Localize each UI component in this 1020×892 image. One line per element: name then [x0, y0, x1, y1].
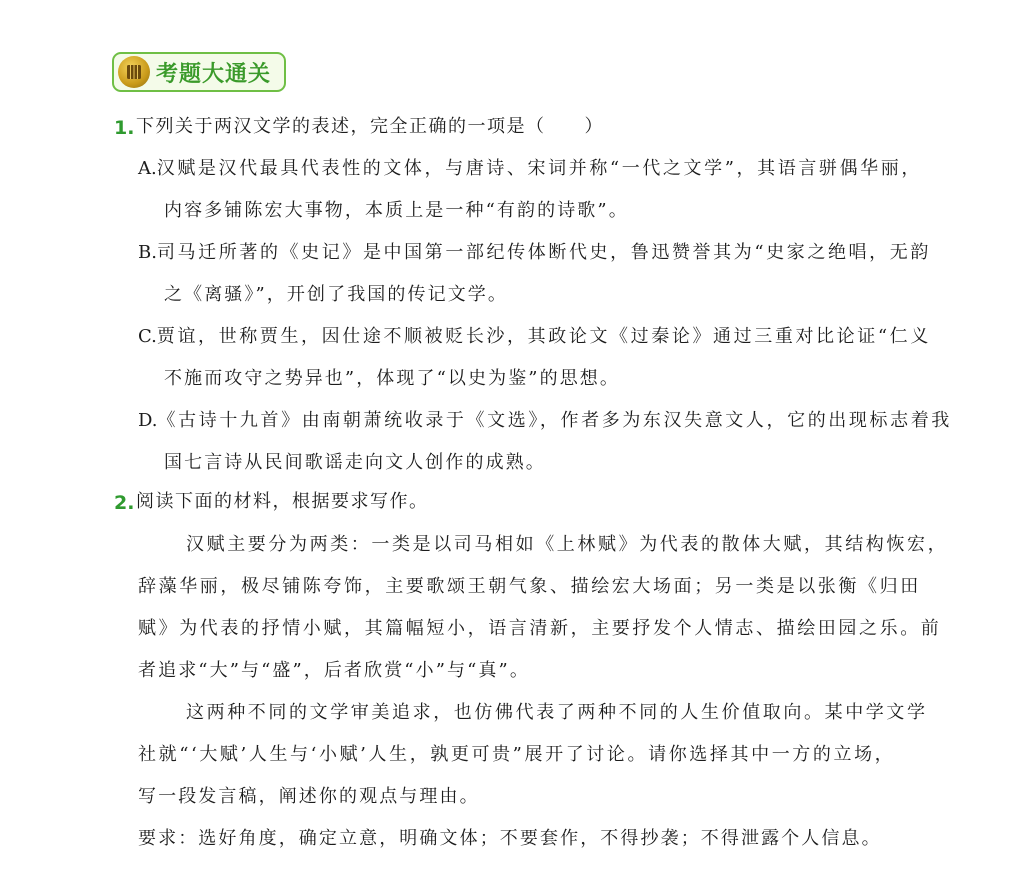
option-d-text-1: 《古诗十九首》由南朝萧统收录于《文选》，作者多为东汉失意文人，它的出现标志着我	[157, 410, 952, 431]
material-p2-line-1: 这两种不同的文学审美追求，也仿佛代表了两种不同的人生价值取向。某中学文学	[186, 702, 928, 723]
option-a-line-1	[138, 156, 922, 182]
option-d-line-1	[138, 408, 952, 434]
option-c-line-1	[138, 324, 931, 350]
material-p2-line-2: 社就“‘大赋’人生与‘小赋’人生，孰更可贵”展开了讨论。请你选择其中一方的立场，	[138, 744, 896, 765]
question-2-stem: 阅读下面的材料，根据要求写作。	[136, 491, 429, 512]
writing-requirements: 要求：选好角度，确定立意，明确文体；不要套作，不得抄袭；不得泄露个人信息。	[138, 828, 882, 849]
material-p1-line-2: 辞藻华丽，极尽铺陈夸饰，主要歌颂王朝气象、描绘宏大场面；另一类是以张衡《归田	[138, 576, 921, 597]
option-a-text-1: 汉赋是汉代最具代表性的文体，与唐诗、宋词并称“一代之文学”，其语言骈偶华丽，	[156, 158, 922, 179]
section-banner	[112, 52, 286, 92]
option-c-text-1: 贾谊，世称贾生，因仕途不顺被贬长沙，其政论文《过秦论》通过三重对比论证“仁义	[156, 326, 931, 347]
question-1-stem: 下列关于两汉文学的表述，完全正确的一项是（ ）	[136, 116, 604, 137]
option-a-line-2: 内容多铺陈宏大事物，本质上是一种“有韵的诗歌”。	[164, 200, 629, 221]
material-p1-line-3: 赋》为代表的抒情小赋，其篇幅短小，语言清新，主要抒发个人情志、描绘田园之乐。前	[138, 618, 942, 639]
option-b-line-1	[138, 240, 931, 266]
material-p1-line-4: 者追求“大”与“盛”，后者欣赏“小”与“真”。	[138, 660, 530, 681]
option-b-text-1: 司马迁所著的《史记》是中国第一部纪传体断代史，鲁迅赞誉其为“史家之绝唱，无韵	[156, 242, 931, 263]
option-b-label: B.	[138, 242, 157, 263]
option-c-label: C.	[138, 326, 157, 347]
material-p1-line-1: 汉赋主要分为两类：一类是以司马相如《上林赋》为代表的散体大赋，其结构恢宏，	[186, 534, 949, 555]
section-title: 考题大通关	[156, 61, 272, 87]
option-c-line-2: 不施而攻守之势异也”，体现了“以史为鉴”的思想。	[164, 368, 621, 389]
option-a-label: A.	[138, 158, 157, 179]
question-1-number: 1.	[114, 117, 135, 139]
option-d-line-2: 国七言诗从民间歌谣走向文人创作的成熟。	[164, 452, 546, 473]
material-p2-line-3: 写一段发言稿，阐述你的观点与理由。	[138, 786, 480, 807]
question-2-number: 2.	[114, 492, 135, 514]
bamboo-scroll-icon	[118, 56, 150, 88]
option-b-line-2: 之《离骚》”，开创了我国的传记文学。	[164, 284, 509, 305]
option-d-label: D.	[138, 410, 158, 431]
